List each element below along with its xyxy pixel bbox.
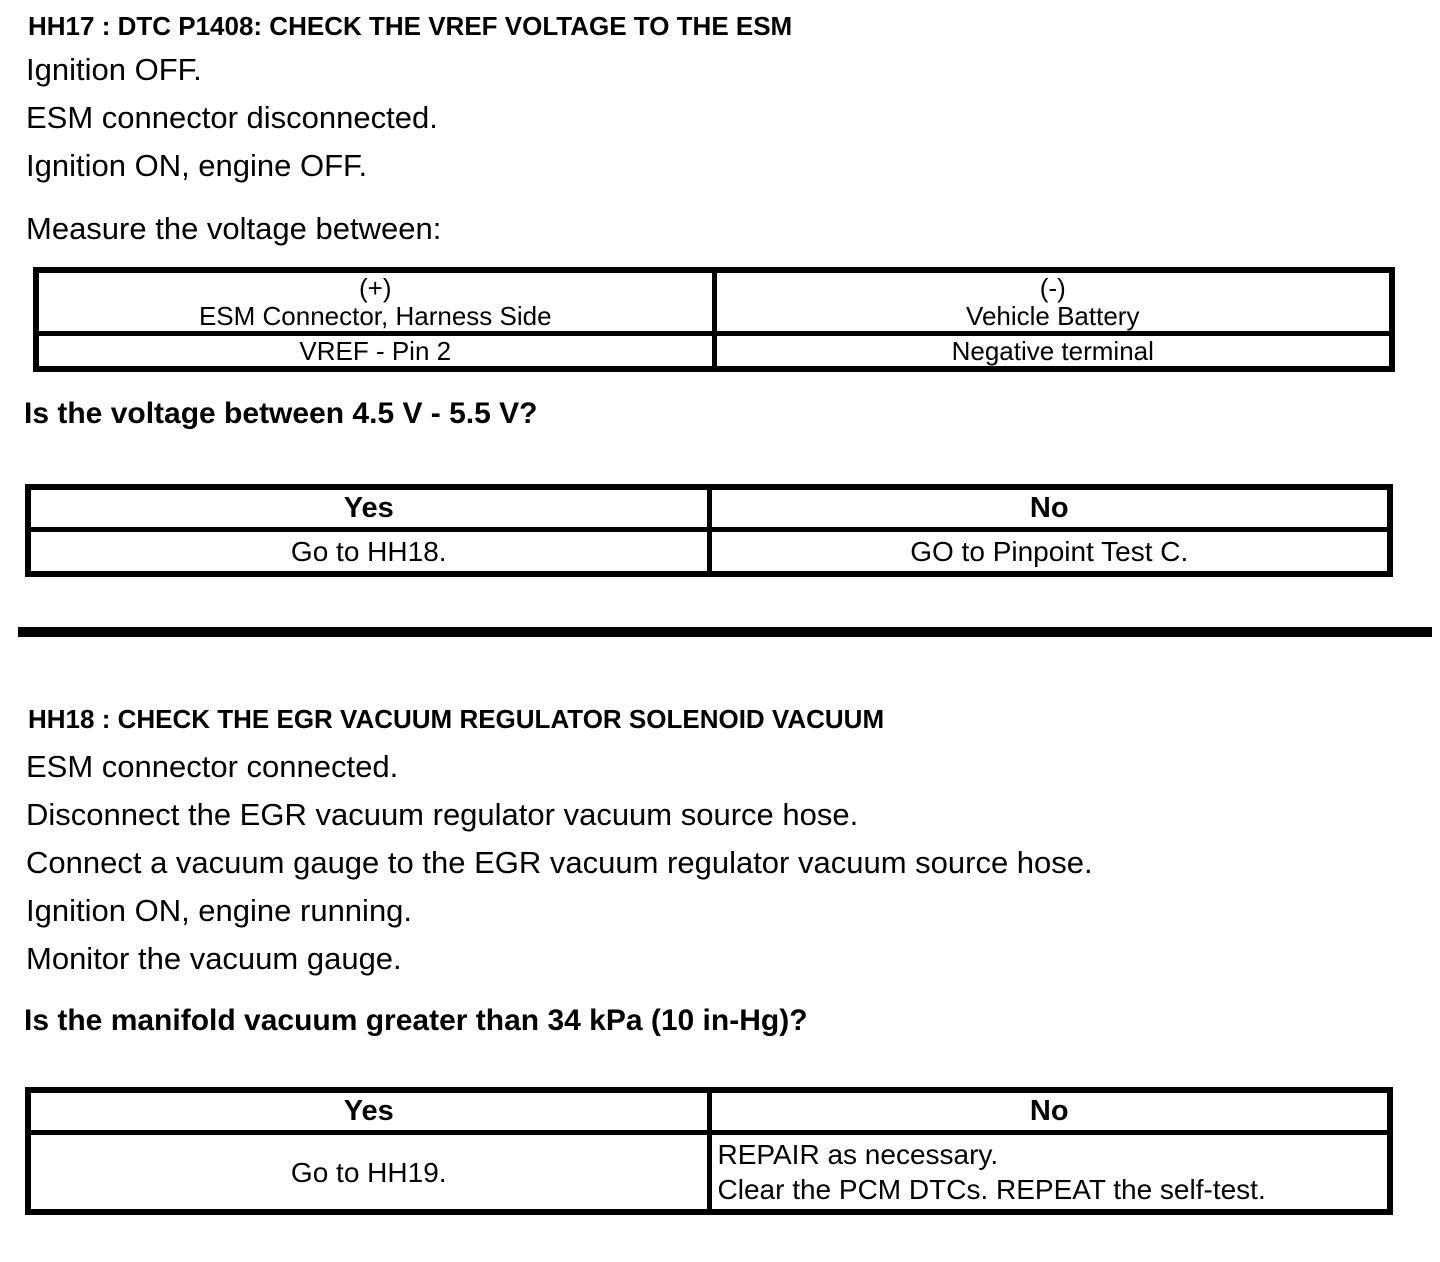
no-header-cell: No — [709, 487, 1390, 530]
negative-label: Vehicle Battery — [966, 301, 1140, 331]
step-hh17-heading: HH17 : DTC P1408: CHECK THE VREF VOLTAGE TO THE ESM — [28, 11, 793, 41]
decision-header-row — [28, 1090, 1390, 1133]
hh18-decision-table — [25, 1087, 1393, 1215]
procedure-step: ESM connector connected. — [26, 749, 399, 784]
yes-action-cell: Go to HH19. — [28, 1133, 709, 1213]
measure-intro: Measure the voltage between: — [26, 211, 442, 246]
pinpoint-test-step-hh18 — [0, 637, 1440, 1215]
positive-label: ESM Connector, Harness Side — [198, 301, 552, 331]
step-hh17-question: Is the voltage between 4.5 V - 5.5 V? — [24, 397, 538, 430]
yes-action-cell: Go to HH18. — [28, 530, 709, 575]
positive-lead-header-cell — [36, 270, 714, 334]
step-hh18-procedure — [0, 743, 1440, 983]
decision-action-row — [28, 530, 1390, 575]
step-hh17-procedure — [0, 46, 1440, 253]
positive-sign: (+) — [359, 273, 392, 303]
no-action-cell: GO to Pinpoint Test C. — [709, 530, 1390, 575]
yes-header-cell: Yes — [28, 487, 709, 530]
negative-point-cell: Negative terminal — [714, 334, 1392, 370]
no-action-line: REPAIR as necessary. — [717, 1139, 999, 1170]
no-action-line: Clear the PCM DTCs. REPEAT the self-test. — [717, 1174, 1266, 1205]
pinpoint-test-step-hh17 — [0, 0, 1440, 577]
decision-header-row — [28, 487, 1390, 530]
procedure-step: Ignition OFF. — [26, 52, 202, 87]
procedure-step: Ignition ON, engine running. — [26, 893, 413, 928]
no-action-cell — [709, 1133, 1390, 1213]
procedure-step: Disconnect the EGR vacuum regulator vacuum source hose. — [26, 797, 859, 832]
procedure-step: Ignition ON, engine OFF. — [26, 148, 368, 183]
decision-action-row — [28, 1133, 1390, 1213]
hh17-decision-table — [25, 484, 1393, 577]
yes-header-cell: Yes — [28, 1090, 709, 1133]
step-hh18-heading: HH18 : CHECK THE EGR VACUUM REGULATOR SOLENOID VACUUM — [28, 704, 885, 734]
measurement-header-row — [36, 270, 1392, 334]
positive-point-cell: VREF - Pin 2 — [36, 334, 714, 370]
procedure-step: Connect a vacuum gauge to the EGR vacuum regulator vacuum source hose. — [26, 845, 1093, 880]
no-header-cell: No — [709, 1090, 1390, 1133]
procedure-step: ESM connector disconnected. — [26, 100, 438, 135]
voltage-measurement-table — [33, 267, 1395, 372]
negative-sign: (-) — [1039, 273, 1066, 303]
measurement-point-row — [36, 334, 1392, 370]
step-hh18-question: Is the manifold vacuum greater than 34 kPa (10 in-Hg)? — [24, 1004, 808, 1037]
procedure-step: Monitor the vacuum gauge. — [26, 941, 402, 976]
section-divider-rule — [18, 627, 1432, 637]
negative-lead-header-cell — [714, 270, 1392, 334]
